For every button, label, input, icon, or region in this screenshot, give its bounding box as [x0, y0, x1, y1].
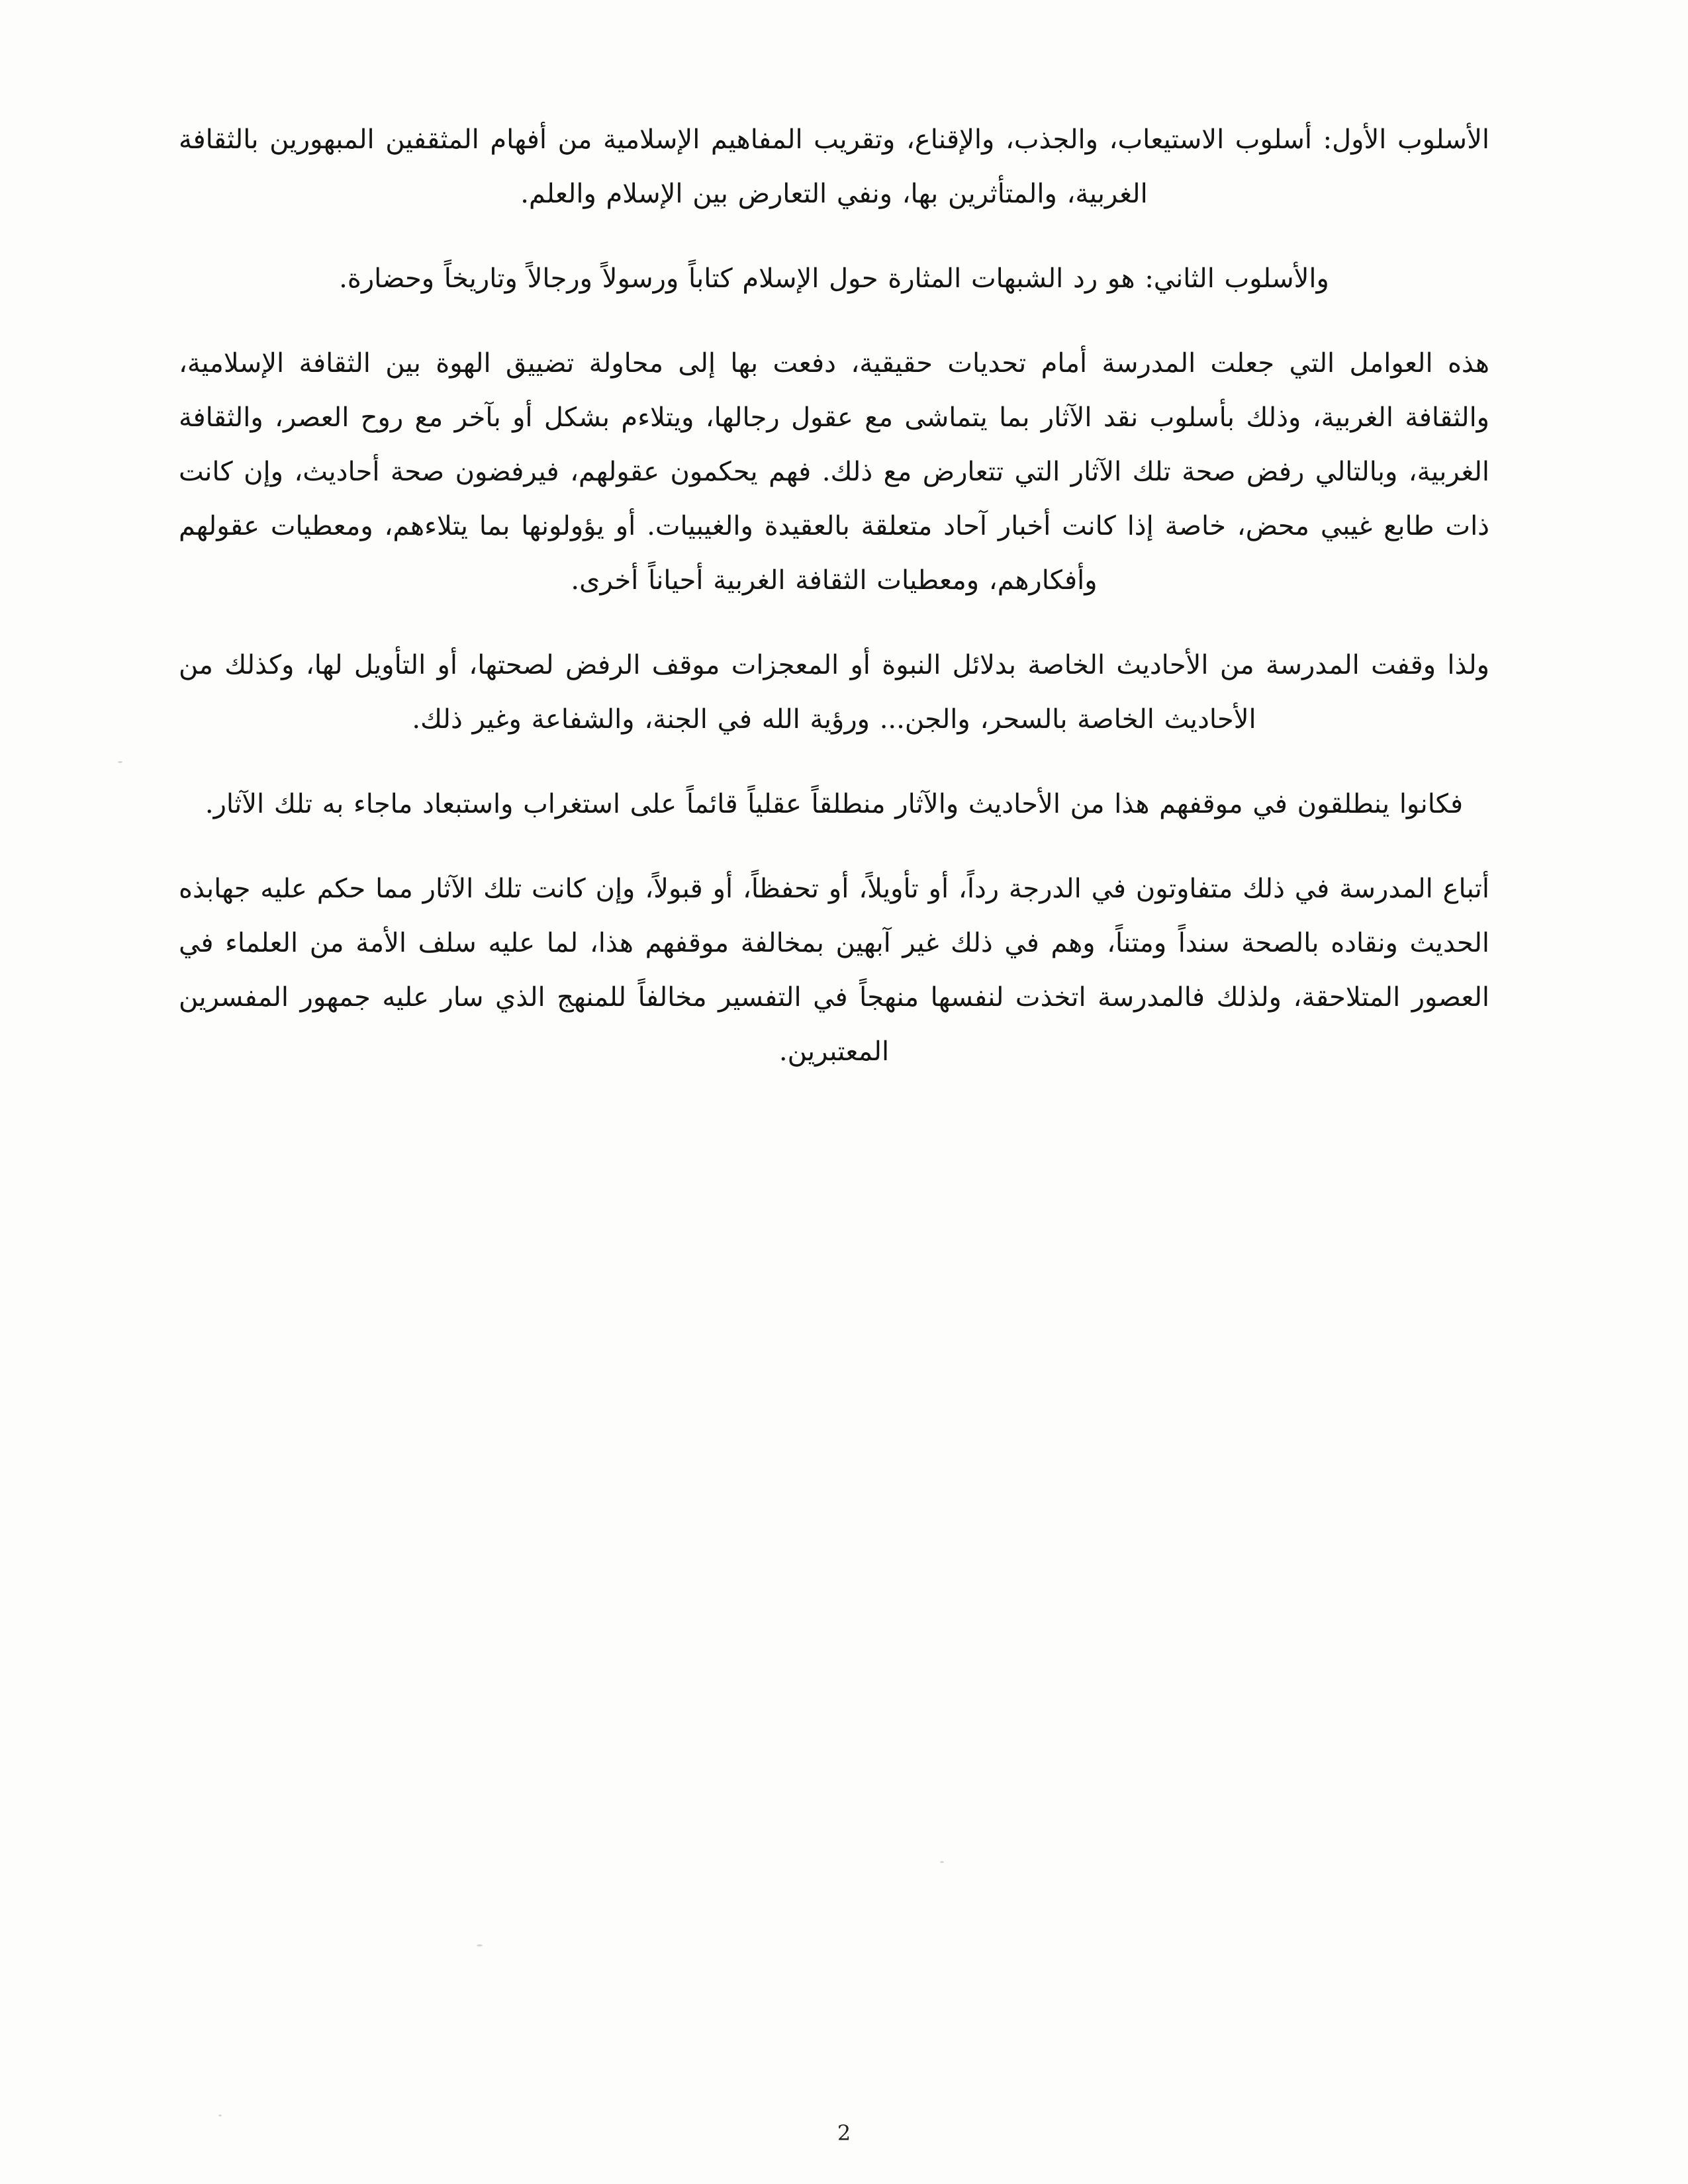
- paragraph: الأسلوب الأول: أسلوب الاستيعاب، والجذب، والإقناع، وتقريب المفاهيم الإسلامية من أفهام المثقفين المبهورين بالثقافة الغربية، والمتأثرين بها، ونفي التعارض بين الإسلام والعلم.: [179, 124, 1489, 209]
- scan-speck: [477, 1944, 483, 1946]
- paragraph: هذه العوامل التي جعلت المدرسة أمام تحديات حقيقية، دفعت بها إلى محاولة تضييق الهوة بين الثقافة الإسلامية، والثقافة الغربية، وذلك بأسلوب نقد الآثار بما يتماشى مع عقول رجالها، ويتلاءم بشكل أو بآخر مع روح العصر، والثقافة الغربية، وبالتالي رفض صحة تلك الآثار التي تتعارض مع ذلك. فهم يحكمون عقولهم، فيرفضون صحة أحاديث، وإن كانت ذات طابع غيبي محض، خاصة إذا كانت أخبار آحاد متعلقة بالعقيدة والغيبيات. أو يؤولونها بما يتلاءهم، ومعطيات عقولهم وأفكارهم، ومعطيات الثقافة الغربية أحياناً أخرى.: [179, 348, 1490, 596]
- paragraph: ولذا وقفت المدرسة من الأحاديث الخاصة بدلائل النبوة أو المعجزات موقف الرفض لصحتها، أو التأويل لها، وكذلك من الأحاديث الخاصة بالسحر، والجن... ورؤية الله في الجنة، والشفاعة وغير ذلك.: [179, 650, 1489, 735]
- document-body: [179, 113, 1489, 1079]
- page-number: 2: [837, 2120, 851, 2146]
- scan-speck: [940, 1861, 944, 1863]
- scan-speck: [118, 761, 122, 763]
- paragraph: فكانوا ينطلقون في موقفهم هذا من الأحاديث والآثار منطلقاً عقلياً قائماً على استغراب واستبعاد ماجاء به تلك الآثار.: [205, 789, 1464, 819]
- paragraph: أتباع المدرسة في ذلك متفاوتون في الدرجة رداً، أو تأويلاً، أو تحفظاً، أو قبولاً، وإن كانت تلك الآثار مما حكم عليه جهابذه الحديث ونقاده بالصحة سنداً ومتناً، وهم في ذلك غير آبهين بمخالفة موقفهم هذا، لما عليه سلف الأمة من العلماء في العصور المتلاحقة، ولذلك فالمدرسة اتخذت لنفسها منهجاً في التفسير مخالفاً للمنهج الذي سار عليه جمهور المفسرين المعتبرين.: [179, 874, 1489, 1067]
- scan-speck: [218, 2115, 222, 2116]
- paragraph: والأسلوب الثاني: هو رد الشبهات المثارة حول الإسلام كتاباً ورسولاً ورجالاً وتاريخاً وحضارة.: [339, 263, 1329, 294]
